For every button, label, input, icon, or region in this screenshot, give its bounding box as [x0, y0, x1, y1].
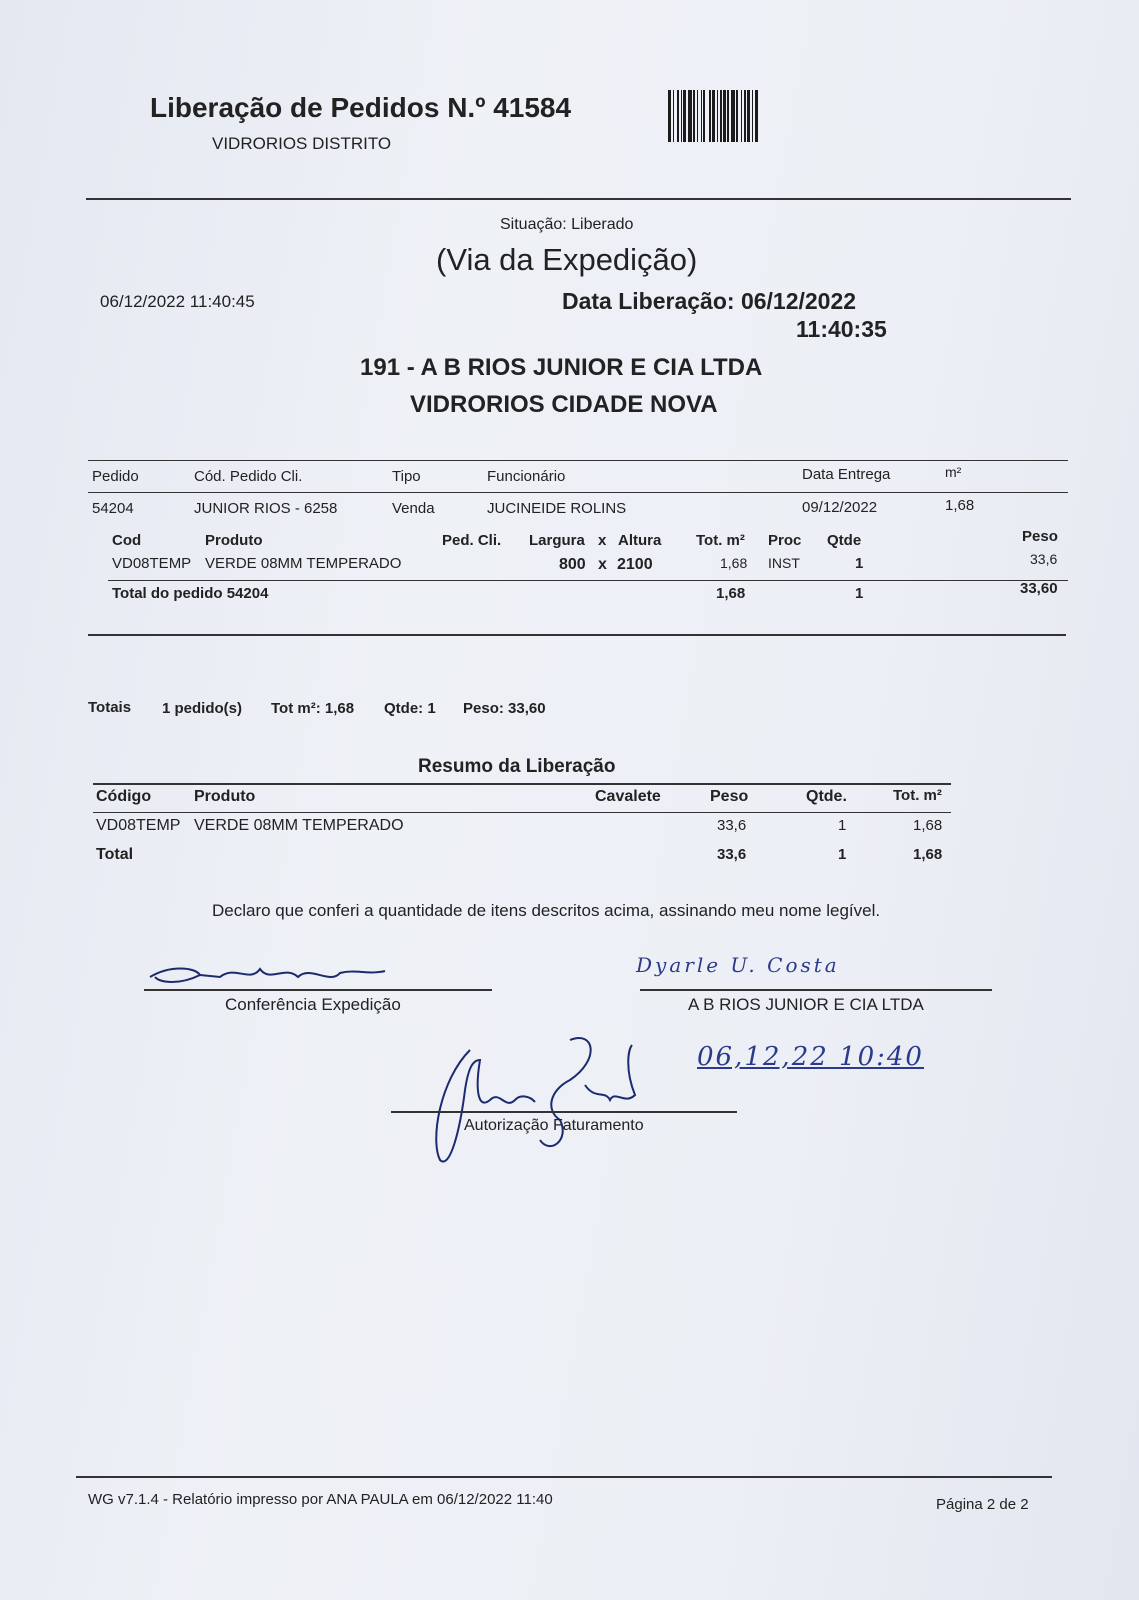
col-tipo: Tipo: [392, 468, 421, 485]
order-cod-cli: JUNIOR RIOS - 6258: [194, 500, 338, 517]
declaration-text: Declaro que conferi a quantidade de itens descritos acima, assinando meu nome legível.: [212, 901, 881, 920]
item-proc: INST: [768, 555, 800, 571]
col-cod-pedido-cli: Cód. Pedido Cli.: [194, 468, 303, 485]
company-name: VIDRORIOS DISTRITO: [212, 134, 392, 153]
totals-label: Totais: [88, 699, 132, 716]
autorizacao-signature: [420, 1030, 660, 1170]
order-pedido: 54204: [92, 500, 134, 517]
summary-col-tot-m2: Tot. m²: [893, 787, 942, 804]
item-col-proc: Proc: [768, 532, 802, 549]
client-signature-line: [640, 989, 992, 991]
item-produto: VERDE 08MM TEMPERADO: [205, 555, 402, 572]
order-total-qtde: 1: [855, 585, 864, 602]
item-qtde: 1: [855, 555, 864, 572]
item-total-rule: [108, 580, 1068, 581]
order-funcionario: JUCINEIDE ROLINS: [487, 500, 627, 517]
release-time: 11:40:35: [796, 316, 887, 342]
copy-label: (Via da Expedição): [436, 242, 698, 277]
summary-peso: 33,6: [717, 817, 747, 834]
summary-total-peso: 33,6: [717, 846, 747, 863]
col-funcionario: Funcionário: [487, 468, 566, 485]
order-m2: 1,68: [945, 497, 975, 514]
order-end-rule: [88, 634, 1066, 636]
footer-printed-by: WG v7.1.4 - Relatório impresso por ANA PAULA em 06/12/2022 11:40: [88, 1491, 553, 1508]
item-col-x: x: [598, 532, 607, 549]
summary-col-qtde: Qtde.: [806, 788, 847, 805]
totals-m2: Tot m²: 1,68: [271, 700, 355, 717]
item-col-tot-m2: Tot. m²: [696, 532, 745, 549]
summary-col-produto: Produto: [194, 788, 256, 805]
totals-pedidos: 1 pedido(s): [162, 700, 243, 717]
summary-top-rule: [93, 783, 951, 785]
item-col-altura: Altura: [618, 532, 662, 549]
item-largura: 800: [559, 556, 586, 573]
summary-produto: VERDE 08MM TEMPERADO: [194, 817, 404, 834]
release-date: Data Liberação: 06/12/2022: [562, 288, 857, 314]
item-col-largura: Largura: [529, 532, 585, 549]
handwritten-date: 06,12,22 10:40: [697, 1042, 924, 1072]
col-data-entrega: Data Entrega: [802, 466, 891, 483]
barcode: [668, 90, 844, 142]
item-altura: 2100: [617, 556, 653, 573]
barcode-bar: [755, 90, 758, 142]
summary-codigo: VD08TEMP: [96, 817, 181, 834]
item-col-cod: Cod: [112, 532, 142, 549]
item-col-qtde: Qtde: [827, 532, 862, 549]
item-cod: VD08TEMP: [112, 555, 192, 572]
summary-qtde: 1: [838, 817, 847, 834]
client-line: 191 - A B RIOS JUNIOR E CIA LTDA: [360, 354, 763, 381]
item-tot-m2: 1,68: [720, 555, 748, 571]
item-peso: 33,6: [1030, 551, 1058, 567]
client-store: VIDRORIOS CIDADE NOVA: [410, 391, 718, 418]
col-pedido: Pedido: [92, 468, 139, 485]
footer-page-number: Página 2 de 2: [936, 1496, 1029, 1513]
item-col-produto: Produto: [205, 532, 263, 549]
col-m2: m²: [945, 464, 962, 480]
conferencia-line: [144, 989, 492, 991]
order-total-peso: 33,60: [1020, 580, 1058, 597]
table-header-rule: [88, 492, 1068, 493]
status-text: Situação: Liberado: [500, 216, 634, 233]
summary-col-cavalete: Cavalete: [595, 788, 661, 805]
item-x: x: [598, 556, 607, 573]
report-title: Liberação de Pedidos N.º 41584: [150, 92, 572, 123]
autorizacao-line: [391, 1111, 737, 1113]
conferencia-label: Conferência Expedição: [225, 995, 401, 1014]
item-col-ped-cli: Ped. Cli.: [442, 532, 502, 549]
footer-rule: [76, 1476, 1052, 1478]
order-total-label: Total do pedido 54204: [112, 585, 269, 602]
autorizacao-label: Autorização Faturamento: [464, 1117, 644, 1134]
table-top-rule: [88, 460, 1068, 461]
summary-total-label: Total: [96, 846, 134, 863]
summary-col-codigo: Código: [96, 788, 152, 805]
totals-qtde: Qtde: 1: [384, 700, 436, 717]
print-datetime: 06/12/2022 11:40:45: [100, 292, 255, 311]
item-col-peso: Peso: [1022, 528, 1058, 545]
client-signature-label: A B RIOS JUNIOR E CIA LTDA: [688, 995, 924, 1014]
summary-total-tot-m2: 1,68: [913, 846, 943, 863]
summary-title: Resumo da Liberação: [418, 756, 616, 777]
order-data-entrega: 09/12/2022: [802, 499, 878, 516]
client-signature: Dyarle U. Costa: [636, 953, 840, 977]
summary-header-rule: [93, 812, 951, 813]
totals-peso: Peso: 33,60: [463, 700, 546, 717]
summary-col-peso: Peso: [710, 788, 749, 805]
header-divider: [86, 198, 1071, 200]
order-tipo: Venda: [392, 500, 435, 517]
summary-tot-m2: 1,68: [913, 817, 943, 834]
summary-total-qtde: 1: [838, 846, 847, 863]
order-total-m2: 1,68: [716, 585, 746, 602]
